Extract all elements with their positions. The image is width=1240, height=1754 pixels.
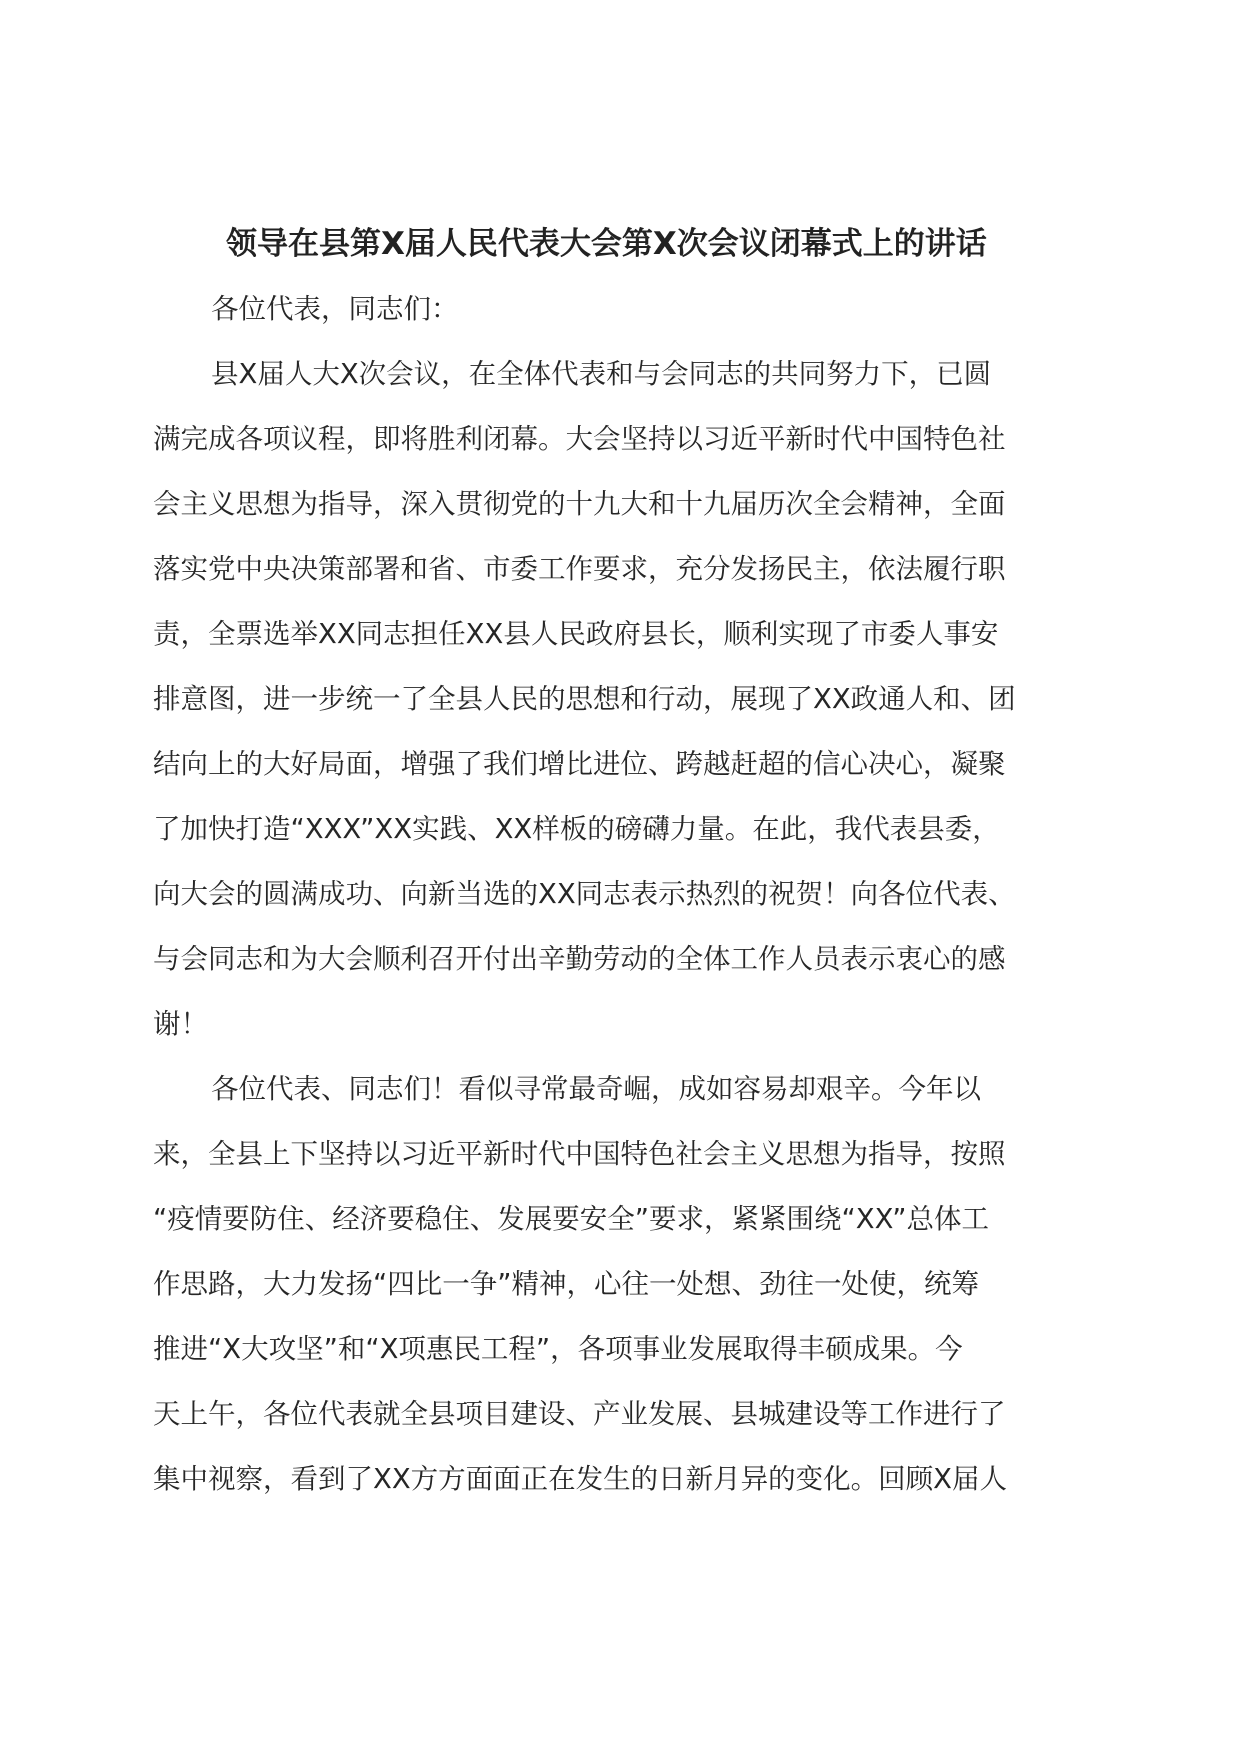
document-title: 领导在县第X届人民代表大会第X次会议闭幕式上的讲话 (226, 226, 987, 262)
paragraph-line: 责，全票选举XX同志担任XX县人民政府县长，顺利实现了市委人事安 (153, 618, 999, 650)
paragraph-line: 天上午，各位代表就全县项目建设、产业发展、县城建设等工作进行了 (153, 1398, 1006, 1430)
paragraph-line: 作思路，大力发扬“四比一争”精神，心往一处想、劲往一处使，统筹 (153, 1268, 979, 1300)
paragraph-line: 了加快打造“XXX”XX实践、XX样板的磅礴力量。在此，我代表县委， (153, 813, 1000, 845)
paragraph-line: 谢！ (153, 1008, 208, 1040)
document-body (153, 277, 1085, 1512)
paragraph-line: 推进“X大攻坚”和“X项惠民工程”，各项事业发展取得丰硕成果。今 (153, 1333, 963, 1365)
paragraph-line: 县X届人大X次会议，在全体代表和与会同志的共同努力下，已圆 (211, 358, 992, 390)
paragraph-line: 满完成各项议程，即将胜利闭幕。大会坚持以习近平新时代中国特色社 (153, 423, 1006, 455)
paragraph-line: 排意图，进一步统一了全县人民的思想和行动，展现了XX政通人和、团 (153, 683, 1016, 715)
paragraph-line: 集中视察，看到了XX方方面面正在发生的日新月异的变化。回顾X届人 (153, 1463, 1008, 1495)
paragraph-line: 会主义思想为指导，深入贯彻党的十九大和十九届历次全会精神，全面 (153, 488, 1006, 520)
paragraph-line: “疫情要防住、经济要稳住、发展要安全”要求，紧紧围绕“XX”总体工 (153, 1203, 990, 1235)
paragraph-line: 向大会的圆满成功、向新当选的XX同志表示热烈的祝贺！向各位代表、 (153, 878, 1016, 910)
salutation: 各位代表，同志们： (211, 293, 459, 325)
paragraph-opening (153, 342, 1085, 1057)
paragraph-review (153, 1057, 1085, 1512)
paragraph-line: 落实党中央决策部署和省、市委工作要求，充分发扬民主，依法履行职 (153, 553, 1006, 585)
paragraph-line: 结向上的大好局面，增强了我们增比进位、跨越赶超的信心决心，凝聚 (153, 748, 1006, 780)
paragraph-line: 与会同志和为大会顺利召开付出辛勤劳动的全体工作人员表示衷心的感 (153, 943, 1006, 975)
paragraph-line: 来，全县上下坚持以习近平新时代中国特色社会主义思想为指导，按照 (153, 1138, 1006, 1170)
paragraph-line: 各位代表、同志们！看似寻常最奇崛，成如容易却艰辛。今年以 (211, 1073, 981, 1105)
